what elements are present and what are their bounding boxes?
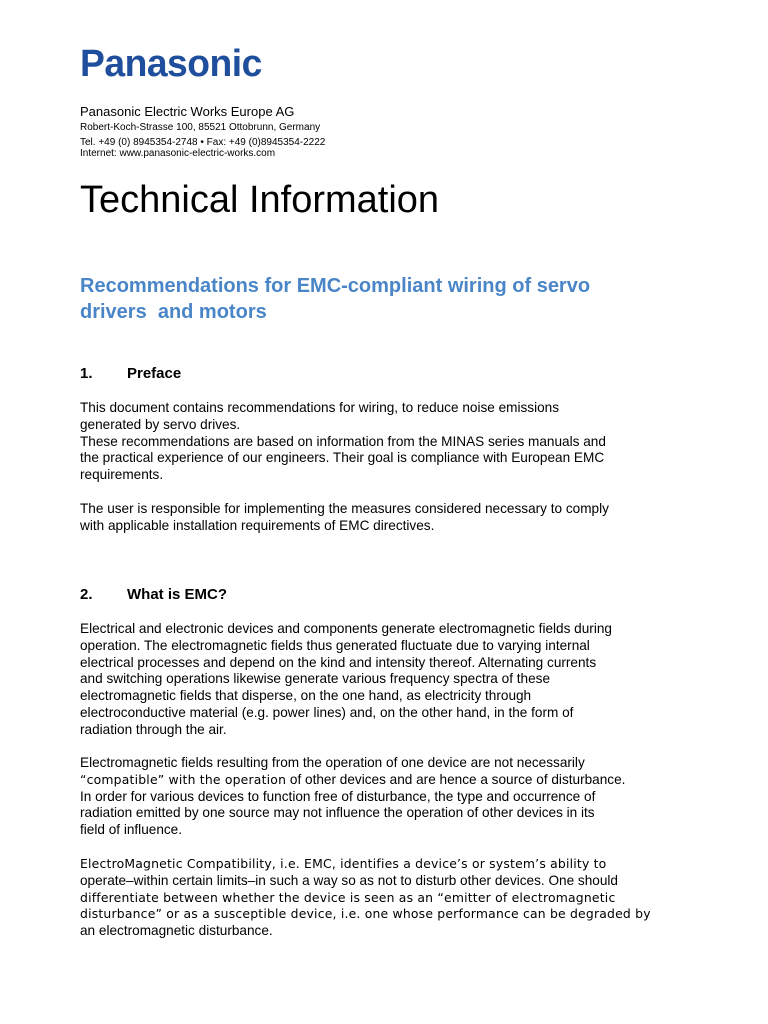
company-website: Internet: www.panasonic-electric-works.com: [80, 148, 276, 159]
company-contact-phone-fax: Tel. +49 (0) 8945354-2748 • Fax: +49 (0)8945354-2222: [80, 137, 326, 148]
subtitle-line-1: Recommendations for EMC-compliant wiring of servo: [80, 275, 591, 297]
section-title: What is EMC?: [127, 586, 227, 603]
text-line: This document contains recommendations for wiring, to reduce noise emissions: [80, 400, 560, 415]
text-line: radiation emitted by one source may not influence the operation of other devices in its: [80, 805, 595, 821]
text-line: disturbance” or as a susceptible device, i.e. one whose performance can be degraded by: [80, 906, 651, 922]
text-line: The user is responsible for implementing the measures considered necessary to comply: [80, 501, 609, 516]
section-heading-what-is-emc: [80, 585, 227, 605]
emc-paragraph-3: [80, 856, 710, 940]
preface-paragraph-2: [80, 501, 710, 535]
emc-paragraph-2: [80, 755, 710, 839]
text-line: Electromagnetic fields resulting from the operation of one device are not necessarily: [80, 755, 585, 770]
text-line: requirements.: [80, 467, 164, 483]
text-line: ElectroMagnetic Compatibility, i.e. EMC, identifies a device’s or system’s ability to: [80, 856, 607, 871]
text-line: [80, 772, 710, 789]
text-line: an electromagnetic disturbance.: [80, 923, 273, 939]
company-name: Panasonic Electric Works Europe AG: [80, 104, 295, 119]
text-line: radiation through the air.: [80, 721, 227, 737]
panasonic-logo: Panasonic: [80, 43, 262, 85]
section-number: 2.: [80, 586, 93, 603]
section-title: Preface: [127, 365, 182, 382]
document-subtitle: [80, 273, 720, 325]
text-line: electroconductive material (e.g. power lines) and, on the other hand, in the form of: [80, 704, 574, 720]
text-line: In order for various devices to function free of disturbance, the type and occurrence of: [80, 788, 596, 804]
emc-paragraph-1: [80, 621, 710, 739]
preface-paragraph-1: [80, 400, 710, 484]
text-line: differentiate between whether the device is seen as an “emitter of electromagnetic: [80, 889, 616, 905]
text-line: operation. The electromagnetic fields thus generated fluctuate due to varying internal: [80, 637, 590, 653]
section-number: 1.: [80, 365, 93, 382]
text-line: and switching operations likewise generate various frequency spectra of these: [80, 671, 551, 687]
text-line: the practical experience of our engineers. Their goal is compliance with European EMC: [80, 450, 605, 466]
text-line: operate–within certain limits–in such a way so as not to disturb other devices. One should: [80, 872, 618, 888]
text-line: electrical processes and depend on the kind and intensity thereof. Alternating currents: [80, 654, 597, 670]
text-line: generated by servo drives.: [80, 416, 241, 432]
text-line: electromagnetic fields that disperse, on the one hand, as electricity through: [80, 688, 532, 704]
section-heading-preface: [80, 364, 181, 384]
text-line: field of influence.: [80, 822, 183, 838]
text-run: “compatible” with the operation: [80, 771, 287, 787]
text-line: with applicable installation requirements of EMC directives.: [80, 517, 435, 533]
subtitle-line-2: drivers and motors: [80, 301, 267, 323]
text-line: Electrical and electronic devices and components generate electromagnetic fields during: [80, 621, 612, 636]
text-run: of other devices and are hence a source of disturbance.: [286, 771, 626, 787]
text-line: These recommendations are based on information from the MINAS series manuals and: [80, 433, 606, 449]
company-address: Robert-Koch-Strasse 100, 85521 Ottobrunn, Germany: [80, 122, 321, 133]
document-title: Technical Information: [80, 179, 440, 221]
